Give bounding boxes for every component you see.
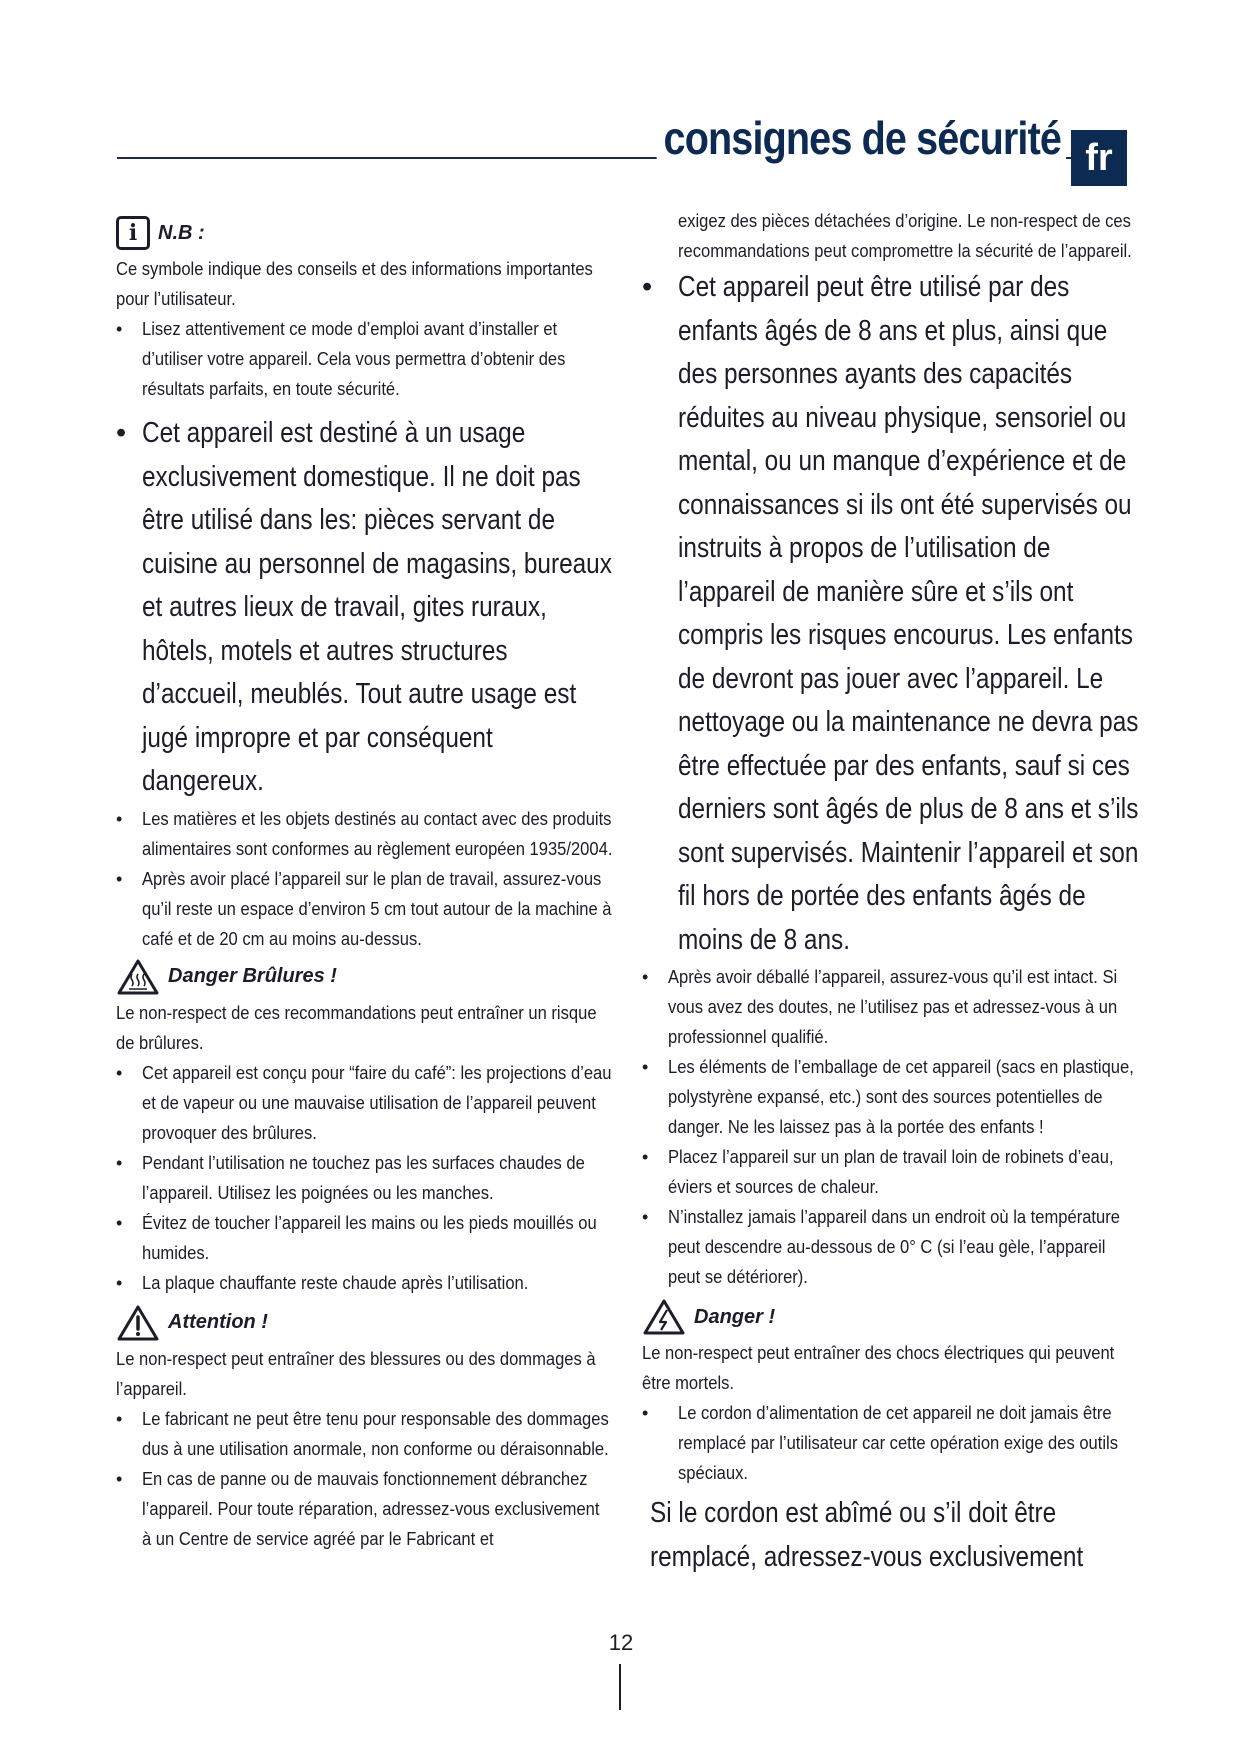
nb-heading xyxy=(116,214,616,252)
installation-list xyxy=(642,962,1142,1292)
list-item: • N’installez jamais l’appareil dans un endroit où la température peut descendre au-dessous de 0° C (si l’eau gèle, l’appareil peut se détériorer). xyxy=(642,1202,1142,1292)
danger-heading xyxy=(642,1298,1142,1336)
list-item: • Les éléments de l’emballage de cet appareil (sacs en plastique, polystyrène expansé, etc.) sont des sources potentielles de danger. Ne les laissez pas à la portée des enfants ! xyxy=(642,1052,1142,1142)
list-item: • Cet appareil peut être utilisé par des enfants âgés de 8 ans et plus, ainsi que des personnes ayants des capacités réduites au niveau physique, sensoriel ou mental, ou un manque d’expérience et de connaissances si ils ont été supervisés ou instruits à propos de l’utilisation de l’appareil de manière sûre et s’ils ont compris les risques encourus. Les enfants de devront pas jouer avec l’appareil. Le nettoyage ou la maintenance ne devra pas être effectuée par des enfants, sauf si ces derniers sont âgés de plus de 8 ans et s’ils sont supervisés. Maintenir l’appareil et son fil hors de portée des enfants âgés de moins de 8 ans. xyxy=(642,266,1142,962)
list-item: • Cet appareil est conçu pour “faire du café”: les projections d’eau et de vapeur ou une mauvaise utilisation de l’appareil peuvent provoquer des brûlures. xyxy=(116,1058,616,1148)
info-icon: i xyxy=(116,216,150,250)
danger-title: Danger ! xyxy=(694,1305,776,1328)
burn-title: Danger Brûlures ! xyxy=(168,965,337,987)
left-column xyxy=(116,210,616,1554)
page-rule xyxy=(619,1664,621,1710)
list-item: • Placez l’appareil sur un plan de travail loin de robinets d’eau, éviers et sources de chaleur. xyxy=(642,1142,1142,1202)
nb-title: N.B : xyxy=(158,221,205,244)
burn-intro: Le non-respect de ces recommandations peut entraîner un risque de brûlures. xyxy=(116,1002,597,1053)
attention-intro: Le non-respect peut entraîner des blessures ou des dommages à l’appareil. xyxy=(116,1348,596,1399)
attention-heading xyxy=(116,1304,616,1342)
list-item: • En cas de panne ou de mauvais fonctionnement débranchez l’appareil. Pour toute réparation, adressez-vous exclusivement à un Centre de service agréé par le Fabricant et xyxy=(116,1464,616,1554)
usage-list xyxy=(116,412,616,804)
list-item: • Les matières et les objets destinés au contact avec des produits alimentaires sont conformes au règlement européen 1935/2004. xyxy=(116,804,616,864)
continued-text: exigez des pièces détachées d’origine. Le non-respect de ces recommandations peut compromettre la sécurité de l’appareil. xyxy=(678,211,1132,261)
list-item: • Cet appareil est destiné à un usage exclusivement domestique. Il ne doit pas être utilisé dans les: pièces servant de cuisine au personnel de magasins, bureaux et autres lieux de travail, gites ruraux, hôtels, motels et autres structures d’accueil, meublés. Tout autre usage est jugé impropre et par conséquent dangereux. xyxy=(116,412,616,804)
list-item: • Après avoir placé l’appareil sur le plan de travail, assurez-vous qu’il reste un espace d’environ 5 cm tout autour de la machine à café et de 20 cm au moins au-dessus. xyxy=(116,864,616,954)
danger-list xyxy=(642,1398,1142,1488)
language-badge: fr xyxy=(1071,130,1127,186)
page-title: consignes de sécurité xyxy=(656,110,1066,166)
electric-shock-warning-icon xyxy=(642,1298,686,1336)
cord-replacement-text: Si le cordon est abîmé ou s’il doit être remplacé, adressez-vous exclusivement xyxy=(650,1497,1084,1573)
danger-intro: Le non-respect peut entraîner des chocs électriques qui peuvent être mortels. xyxy=(642,1343,1115,1393)
nb-list xyxy=(116,314,616,404)
general-list xyxy=(116,804,616,954)
list-item: • Lisez attentivement ce mode d’emploi avant d’installer et d’utiliser votre appareil. Cela vous permettra d’obtenir des résultats parfaits, en toute sécurité. xyxy=(116,314,616,404)
list-item: • Après avoir déballé l’appareil, assurez-vous qu’il est intact. Si vous avez des doutes, ne l’utilisez pas et adressez-vous à un professionnel qualifié. xyxy=(642,962,1142,1052)
children-list xyxy=(642,266,1142,962)
burn-heading xyxy=(116,958,616,996)
exclamation-warning-icon xyxy=(116,1304,160,1342)
burn-list xyxy=(116,1058,616,1298)
list-item: • La plaque chauffante reste chaude après l’utilisation. xyxy=(116,1268,616,1298)
right-column xyxy=(642,206,1142,1579)
page-number: 12 xyxy=(608,1630,634,1655)
list-item: • Évitez de toucher l’appareil les mains ou les pieds mouillés ou humides. xyxy=(116,1208,616,1268)
attention-list xyxy=(116,1404,616,1554)
attention-title: Attention ! xyxy=(168,1311,268,1333)
nb-intro: Ce symbole indique des conseils et des informations importantes pour l’utilisateur. xyxy=(116,259,593,309)
list-item: • Le cordon d’alimentation de cet appareil ne doit jamais être remplacé par l’utilisateur car cette opération exige des outils spéciaux. xyxy=(642,1398,1142,1488)
hot-surface-warning-icon xyxy=(116,958,160,996)
list-item: • Le fabricant ne peut être tenu pour responsable des dommages dus à une utilisation anormale, non conforme ou déraisonnable. xyxy=(116,1404,616,1464)
list-item: • Pendant l’utilisation ne touchez pas les surfaces chaudes de l’appareil. Utilisez les poignées ou les manches. xyxy=(116,1148,616,1208)
